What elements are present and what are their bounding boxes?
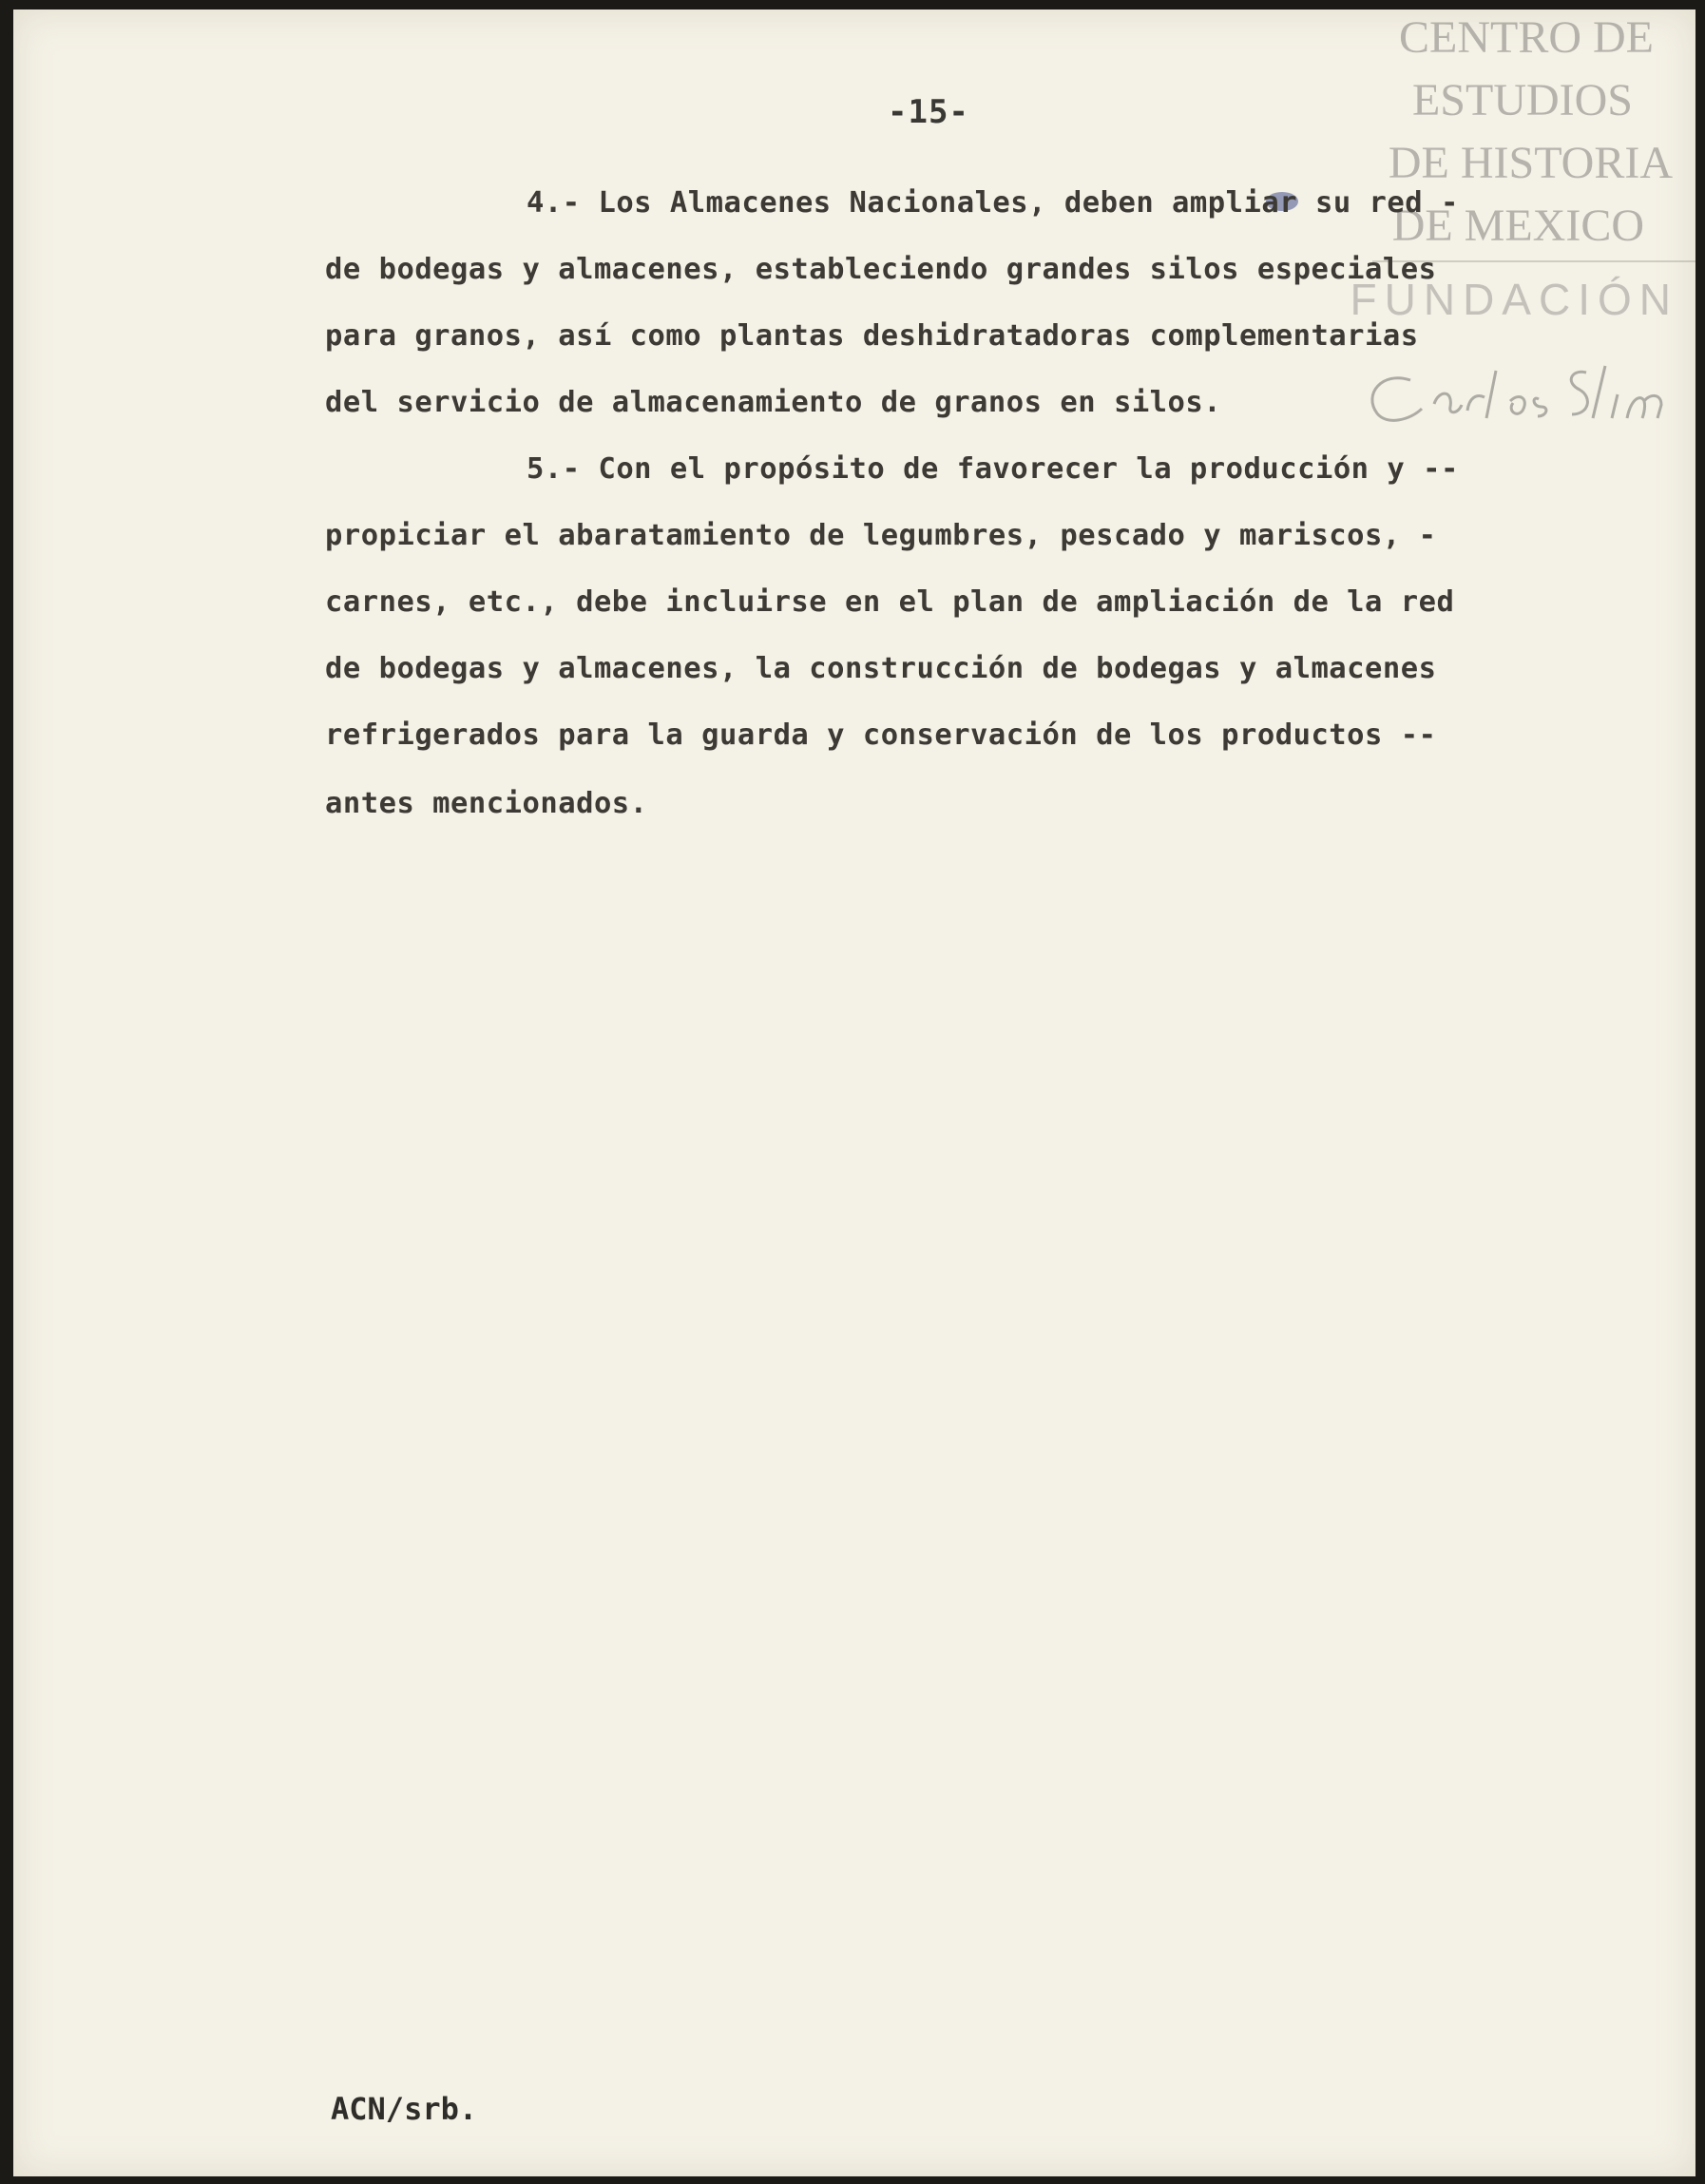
text-line-2: de bodegas y almacenes, estableciendo grandes silos especiales xyxy=(325,253,1437,286)
page-number: -15- xyxy=(888,93,969,131)
text-line-7: carnes, etc., debe incluirse en el plan de ampliación de la red xyxy=(325,585,1455,619)
text-line-1: 4.- Los Almacenes Nacionales, deben ampliar su red - xyxy=(527,186,1459,220)
author-initials: ACN/srb. xyxy=(331,2091,478,2127)
watermark-line-2: ESTUDIOS xyxy=(1411,75,1633,125)
document-page xyxy=(13,10,1695,2176)
watermark-line-1: CENTRO DE xyxy=(1399,12,1654,63)
watermark-line-4: DE MEXICO xyxy=(1391,201,1644,251)
text-line-6: propiciar el abaratamiento de legumbres, pescado y mariscos, - xyxy=(325,519,1437,552)
text-line-4: del servicio de almacenamiento de granos en silos. xyxy=(325,386,1222,419)
watermark-line-3: DE HISTORIA xyxy=(1388,138,1673,188)
watermark-line-5: FUNDACIÓN xyxy=(1350,275,1678,324)
text-line-5: 5.- Con el propósito de favorecer la producción y -- xyxy=(527,452,1459,486)
text-line-10: antes mencionados. xyxy=(325,787,648,820)
text-line-3: para granos, así como plantas deshidratadoras complementarias xyxy=(325,319,1419,353)
text-line-8: de bodegas y almacenes, la construcción de bodegas y almacenes xyxy=(325,652,1437,685)
text-line-9: refrigerados para la guarda y conservación de los productos -- xyxy=(325,718,1437,752)
watermark-signature-icon xyxy=(1344,352,1686,437)
